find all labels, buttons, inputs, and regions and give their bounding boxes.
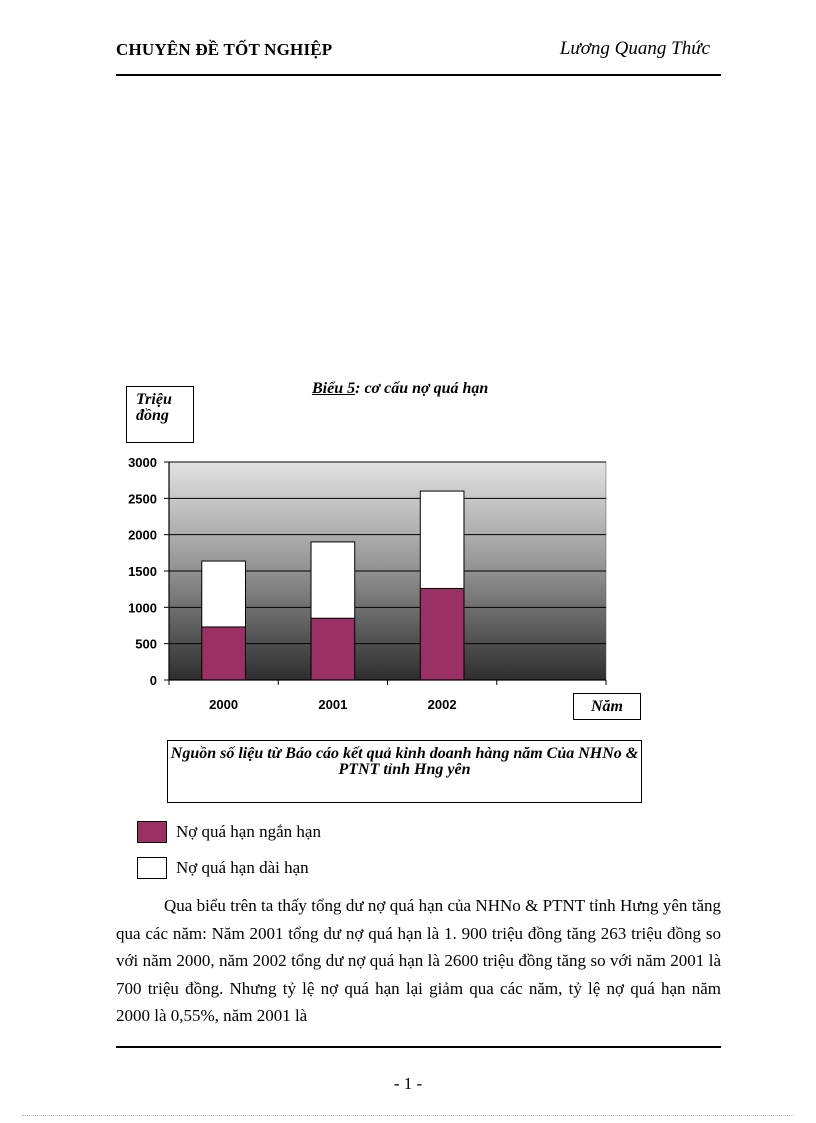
paragraph-text: Qua biểu trên ta thấy tổng dư nợ quá hạn của NHNo & PTNT tỉnh Hưng yên tăng qua các năm: Năm 2001 tổng dư nợ quá hạn là 1. 900 triệu đồng tăng 263 triệu đồng so với năm 2000, năm 2002 tổng dư nợ quá hạn là 2600 triệu đồng tăng so với năm 2001 là 700 triệu đồng. Nhưng tỷ lệ nợ quá hạn lại giảm qua các năm, tỷ lệ nợ quá hạn năm 2000 là 0,55%, năm 2001 là xyxy=(116,896,721,1026)
body-paragraph xyxy=(116,892,721,1030)
bar-short-term xyxy=(202,627,246,680)
y-tick-label: 2000 xyxy=(128,527,157,543)
y-tick-label: 1000 xyxy=(128,600,157,616)
y-tick-label: 1500 xyxy=(128,564,157,579)
y-tick-label: 500 xyxy=(135,636,157,652)
y-tick-label: 3000 xyxy=(128,455,157,470)
chart-title-number: Biểu 5 xyxy=(312,380,356,397)
page-number: - 1 - xyxy=(393,1074,423,1093)
y-tick-label: 0 xyxy=(149,673,157,688)
page-edge-dots xyxy=(22,1115,794,1116)
y-tick-label: 2500 xyxy=(128,491,157,507)
legend-swatch xyxy=(137,821,167,843)
chart-title xyxy=(312,380,488,398)
x-unit-label-box: Năm xyxy=(573,693,641,720)
x-tick-label: 2001 xyxy=(318,697,348,712)
bar-long-term xyxy=(420,491,464,588)
legend-swatch xyxy=(137,857,167,879)
footer-rule xyxy=(116,1046,721,1048)
x-tick-label: 2000 xyxy=(209,697,239,712)
bar-short-term xyxy=(311,618,355,680)
bar-long-term xyxy=(202,561,246,627)
bar-long-term xyxy=(311,542,355,618)
legend-label: Nợ quá hạn dài hạn xyxy=(176,858,309,877)
legend-item-long-term xyxy=(137,853,309,883)
x-tick-label: 2002 xyxy=(427,697,457,712)
source-note-box: Nguồn số liệu từ Báo cáo kết quả kinh doanh hàng năm Của NHNo & PTNT tỉnh Hng yên xyxy=(167,740,642,803)
bar-short-term xyxy=(420,588,464,680)
chart-title-text: : cơ cấu nợ quá hạn xyxy=(355,380,489,397)
legend-item-short-term xyxy=(137,817,321,847)
page-header-left: CHUYÊN ĐỀ TỐT NGHIỆP xyxy=(116,40,333,59)
page-header-right: Lương Quang Thức xyxy=(559,38,710,59)
legend-label: Nợ quá hạn ngắn hạn xyxy=(176,822,321,841)
y-unit-label-box: Triệu đồng xyxy=(126,386,194,443)
